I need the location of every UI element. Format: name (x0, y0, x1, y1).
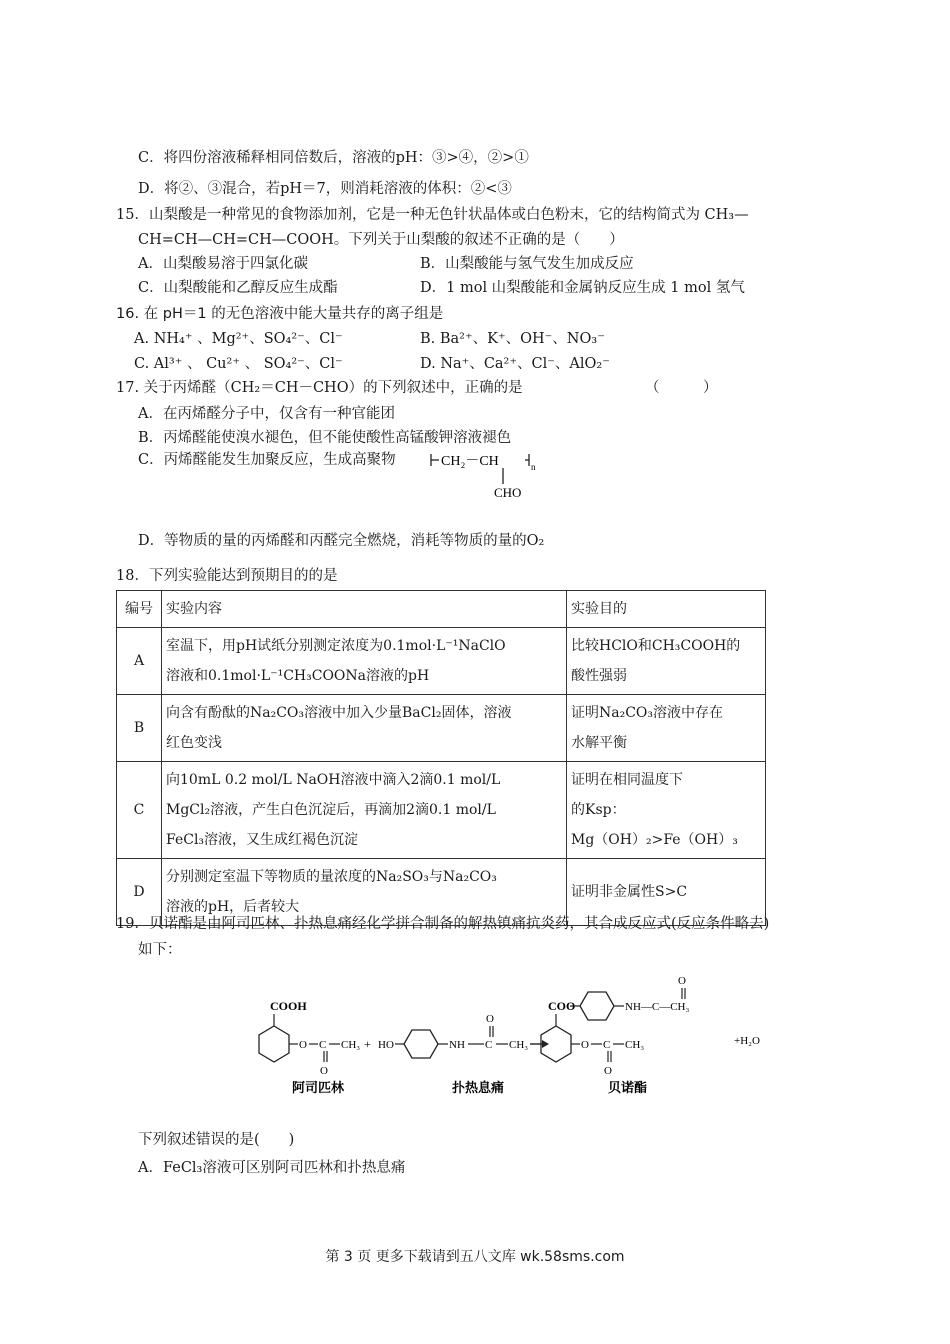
beno-nh-chain: NH—C—CH₃ (625, 1001, 690, 1013)
q15-option-d: D．1 mol 山梨酸能和金属钠反应生成 1 mol 氢气 (420, 280, 745, 296)
q19-option-a: A．FeCl₃溶液可区别阿司匹林和扑热息痛 (138, 1160, 406, 1176)
table-header-row (117, 591, 766, 628)
purpose-line: Mg（OH）₂>Fe（OH）₃ (571, 832, 738, 848)
q16-option-c: C. Al³⁺ 、 Cu²⁺ 、 SO₄²⁻、Cl⁻ (134, 356, 343, 372)
table-row (117, 628, 766, 695)
q15-option-c: C．山梨酸能和乙醇反应生成酯 (138, 280, 338, 296)
content-line: MgCl₂溶液，产生白色沉淀后，再滴加2滴0.1 mol/L (166, 802, 496, 818)
beno-c: C (603, 1039, 611, 1051)
row-id: D (117, 859, 162, 926)
para-c: C (485, 1039, 493, 1051)
beno-o: O (581, 1039, 589, 1051)
benzene-ring-icon (580, 992, 614, 1020)
aspirin-name: 阿司匹林 (292, 1080, 345, 1095)
benorylate-name: 贝诺酯 (608, 1080, 648, 1095)
para-nh: NH (449, 1039, 465, 1051)
para-ch3: CH₃ (509, 1039, 529, 1051)
aspirin-c: C (319, 1039, 327, 1051)
content-line: 室温下，用pH试纸分别测定浓度为0.1mol·L⁻¹NaClO (166, 638, 506, 654)
water-product: +H₂O (734, 1035, 760, 1047)
reaction-arrowhead-icon (542, 1040, 549, 1048)
q15-option-b: B．山梨酸能与氢气发生加成反应 (420, 256, 634, 272)
row-purpose (567, 695, 766, 762)
row-purpose (567, 762, 766, 859)
aspirin-o2: O (320, 1065, 328, 1077)
q15-stem-line2: CH=CH—CH=CH—COOH。下列关于山梨酸的叙述不正确的是（ ） (138, 232, 624, 248)
para-ho: HO (378, 1039, 394, 1051)
purpose-line: 的Ksp： (571, 802, 626, 818)
q15-stem-line1: 15．山梨酸是一种常见的食物添加剂，它是一种无色针状晶体或白色粉末，它的结构简式为 CH₃— (116, 207, 749, 223)
header-content: 实验内容 (162, 591, 567, 628)
content-line: FeCl₃溶液，又生成红褐色沉淀 (166, 832, 359, 848)
q16-option-a: A. NH₄⁺ 、Mg²⁺、SO₄²⁻、Cl⁻ (134, 331, 343, 347)
beno-o-top: O (678, 975, 686, 987)
beno-coo: COO (548, 999, 576, 1013)
para-o: O (486, 1013, 494, 1025)
aspirin-cooh: COOH (270, 999, 307, 1013)
q16-option-b: B. Ba²⁺、K⁺、OH⁻、NO₃⁻ (420, 331, 605, 347)
benzene-ring-icon (404, 1030, 438, 1058)
content-line: 红色变浅 (166, 735, 222, 751)
q15-option-a: A．山梨酸易溶于四氯化碳 (138, 256, 308, 272)
plus-sign: + (364, 1037, 371, 1051)
row-content (162, 695, 567, 762)
q17-option-b: B．丙烯醛能使溴水褪色，但不能使酸性高锰酸钾溶液褪色 (138, 430, 512, 446)
row-id: A (117, 628, 162, 695)
polymer-structure (425, 446, 545, 506)
purpose-line: 证明非金属性S>C (571, 884, 688, 900)
q19-stem-line1: 19．贝诺酯是由阿司匹林、扑热息痛经化学拼合制备的解热镇痛抗炎药，其合成反应式(反应条件略去) (116, 916, 770, 932)
row-purpose (567, 628, 766, 695)
q17-answer-paren: （ ） (645, 380, 718, 396)
row-id: B (117, 695, 162, 762)
q16-stem: 16. 在 pH＝1 的无色溶液中能大量共存的离子组是 (116, 306, 444, 322)
row-content (162, 762, 567, 859)
q14-option-d: D．将②、③混合，若pH＝7，则消耗溶液的体积：②<③ (138, 181, 512, 197)
polymer-cho: CHO (494, 485, 522, 500)
q19-stem-line2: 如下： (138, 942, 182, 958)
polymer-chain: CH₂－CH (441, 454, 499, 469)
header-purpose: 实验目的 (567, 591, 766, 628)
beno-o2: O (604, 1065, 612, 1077)
purpose-line: 比较HClO和CH₃COOH的 (571, 638, 741, 654)
reaction-scheme (240, 960, 780, 1100)
q17-stem: 17. 关于丙烯醛（CH₂＝CH－CHO）的下列叙述中，正确的是 (116, 380, 523, 396)
header-id: 编号 (117, 591, 162, 628)
row-id: C (117, 762, 162, 859)
content-line: 溶液的pH，后者较大 (166, 899, 300, 915)
q19-question: 下列叙述错误的是( ) (138, 1132, 295, 1148)
q17-option-a: A．在丙烯醛分子中，仅含有一种官能团 (138, 406, 395, 422)
experiment-table (116, 590, 766, 926)
content-line: 向10mL 0.2 mol/L NaOH溶液中滴入2滴0.1 mol/L (166, 772, 501, 788)
page-footer: 第 3 页 更多下载请到五八文库 wk.58sms.com (325, 1249, 625, 1265)
content-line: 向含有酚酞的Na₂CO₃溶液中加入少量BaCl₂固体，溶液 (166, 705, 512, 721)
q17-option-d: D．等物质的量的丙烯醛和丙醛完全燃烧，消耗等物质的量的O₂ (138, 533, 545, 549)
benzene-ring-icon (259, 1026, 289, 1062)
q14-option-c: C．将四份溶液稀释相同倍数后，溶液的pH：③>④，②>① (138, 150, 529, 166)
purpose-line: 酸性强弱 (571, 668, 627, 684)
aspirin-o: O (299, 1039, 307, 1051)
purpose-line: 证明Na₂CO₃溶液中存在 (571, 705, 724, 721)
table-row (117, 695, 766, 762)
beno-ch3: CH₃ (625, 1039, 645, 1051)
paracetamol-name: 扑热息痛 (452, 1080, 505, 1095)
q18-stem: 18．下列实验能达到预期目的的是 (116, 568, 338, 584)
aspirin-ch3: CH₃ (341, 1039, 361, 1051)
content-line: 分别测定室温下等物质的量浓度的Na₂SO₃与Na₂CO₃ (166, 869, 497, 885)
q16-option-d: D. Na⁺、Ca²⁺、Cl⁻、AlO₂⁻ (420, 356, 610, 372)
purpose-line: 证明在相同温度下 (571, 772, 683, 788)
row-content (162, 628, 567, 695)
polymer-subscript-n: n (531, 462, 536, 472)
q17-option-c: C．丙烯醛能发生加聚反应，生成高聚物 (138, 452, 396, 468)
table-row (117, 762, 766, 859)
content-line: 溶液和0.1mol·L⁻¹CH₃COONa溶液的pH (166, 668, 430, 684)
purpose-line: 水解平衡 (571, 735, 627, 751)
